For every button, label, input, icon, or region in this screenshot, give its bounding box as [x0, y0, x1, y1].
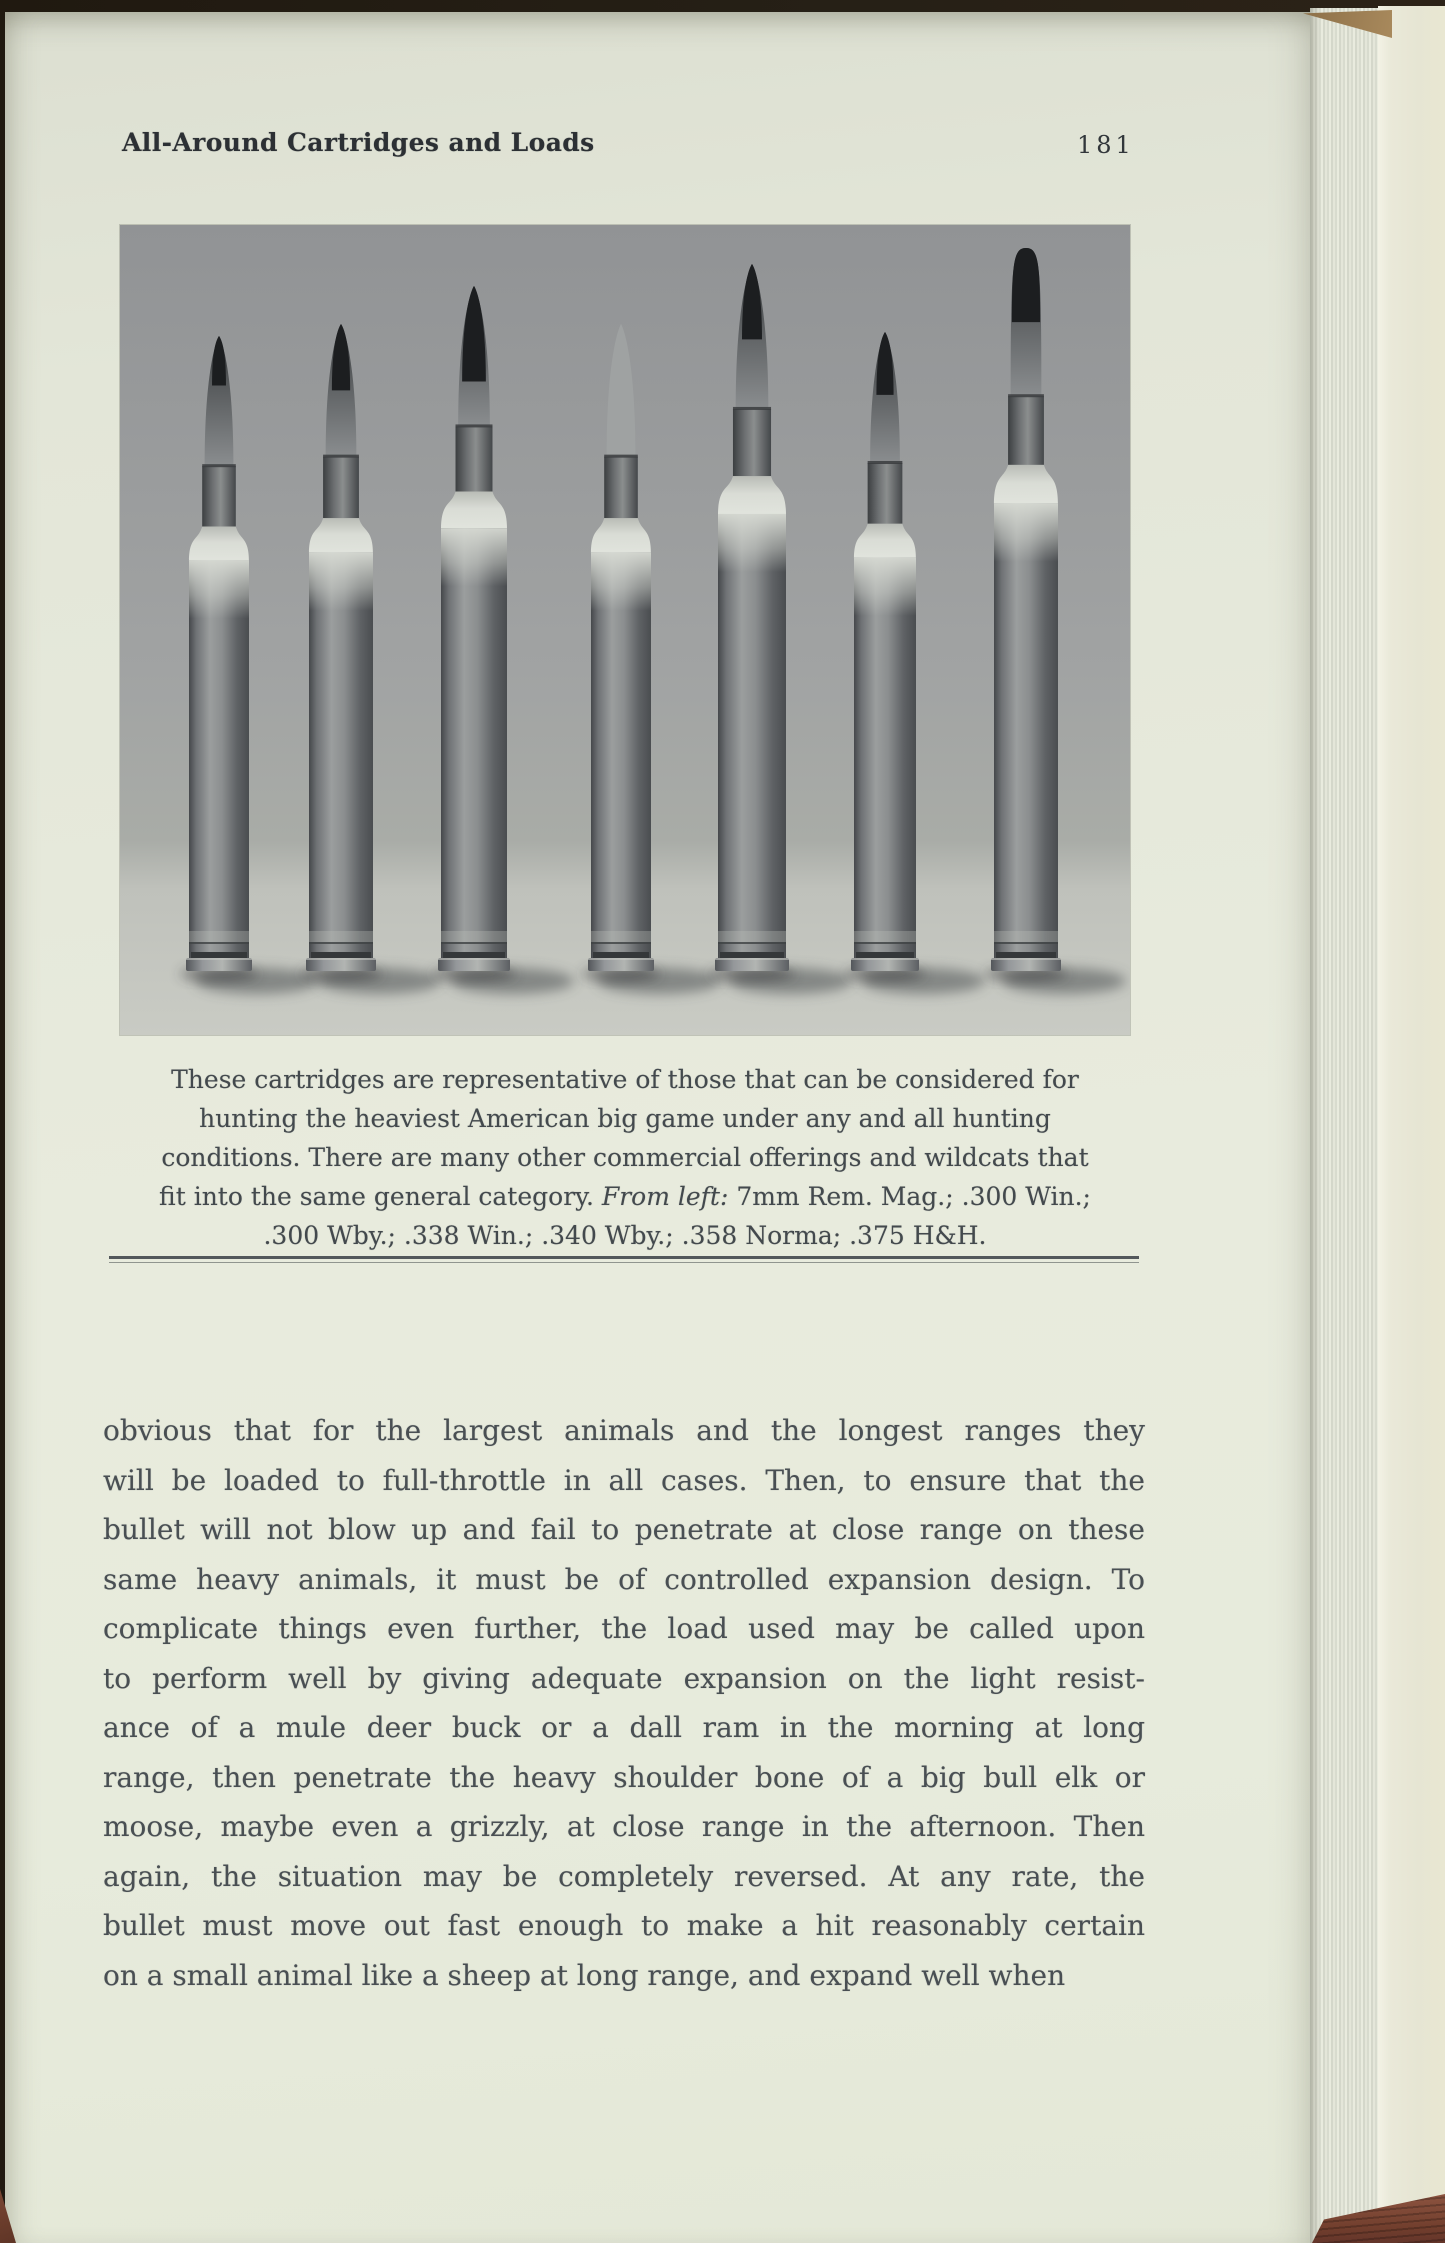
page-title: All-Around Cartridges and Loads	[122, 128, 595, 157]
body-line: ance of a mule deer buck or a dall ram in the morning at long	[103, 1711, 1145, 1744]
caption-line: hunting the heaviest American big game under any and all hunting	[199, 1104, 1051, 1133]
caption-line: conditions. There are many other commercial offerings and wildcats that	[161, 1143, 1089, 1172]
body-line: complicate things even further, the load used may be called upon	[103, 1612, 1145, 1645]
photo-caption	[115, 1060, 1135, 1255]
body-line: range, then penetrate the heavy shoulder bone of a big bull elk or	[103, 1760, 1145, 1794]
body-line: on a small animal like a sheep at long range, and expand well when	[103, 1958, 1066, 1992]
caption-divider-rule	[109, 1256, 1139, 1263]
book-fore-edge-pages	[1310, 8, 1379, 2243]
caption-line: These cartridges are representative of those that can be considered for	[171, 1065, 1079, 1094]
body-line: will be loaded to full-throttle in all cases. Then, to ensure that the	[103, 1463, 1145, 1497]
book-back-cover-edge	[1378, 6, 1445, 2243]
body-paragraph	[103, 1406, 1145, 2000]
cartridge-photograph	[120, 225, 1130, 1035]
body-line: again, the situation may be completely reversed. At any rate, the	[103, 1859, 1145, 1893]
body-line: same heavy animals, it must be of controlled expansion design. To	[103, 1562, 1145, 1596]
caption-italic-from-left: From left:	[601, 1182, 729, 1211]
body-line: moose, maybe even a grizzly, at close range in the afternoon. Then	[103, 1810, 1145, 1843]
cartridge-photo-canvas	[120, 225, 1130, 1035]
book-page	[5, 12, 1310, 2243]
caption-line: fit into the same general category. From left: 7mm Rem. Mag.; .300 Win.;	[159, 1182, 1091, 1211]
body-line: bullet will not blow up and fail to penetrate at close range on these	[103, 1513, 1145, 1546]
body-line: obvious that for the largest animals and the longest ranges they	[103, 1414, 1145, 1447]
body-line: to perform well by giving adequate expansion on the light resist-	[103, 1661, 1145, 1695]
caption-line: .300 Wby.; .338 Win.; .340 Wby.; .358 Norma; .375 H&H.	[263, 1221, 987, 1250]
body-line: bullet must move out fast enough to make a hit reasonably certain	[103, 1909, 1145, 1942]
page-number: 181	[1077, 131, 1135, 159]
running-head	[122, 128, 1202, 168]
